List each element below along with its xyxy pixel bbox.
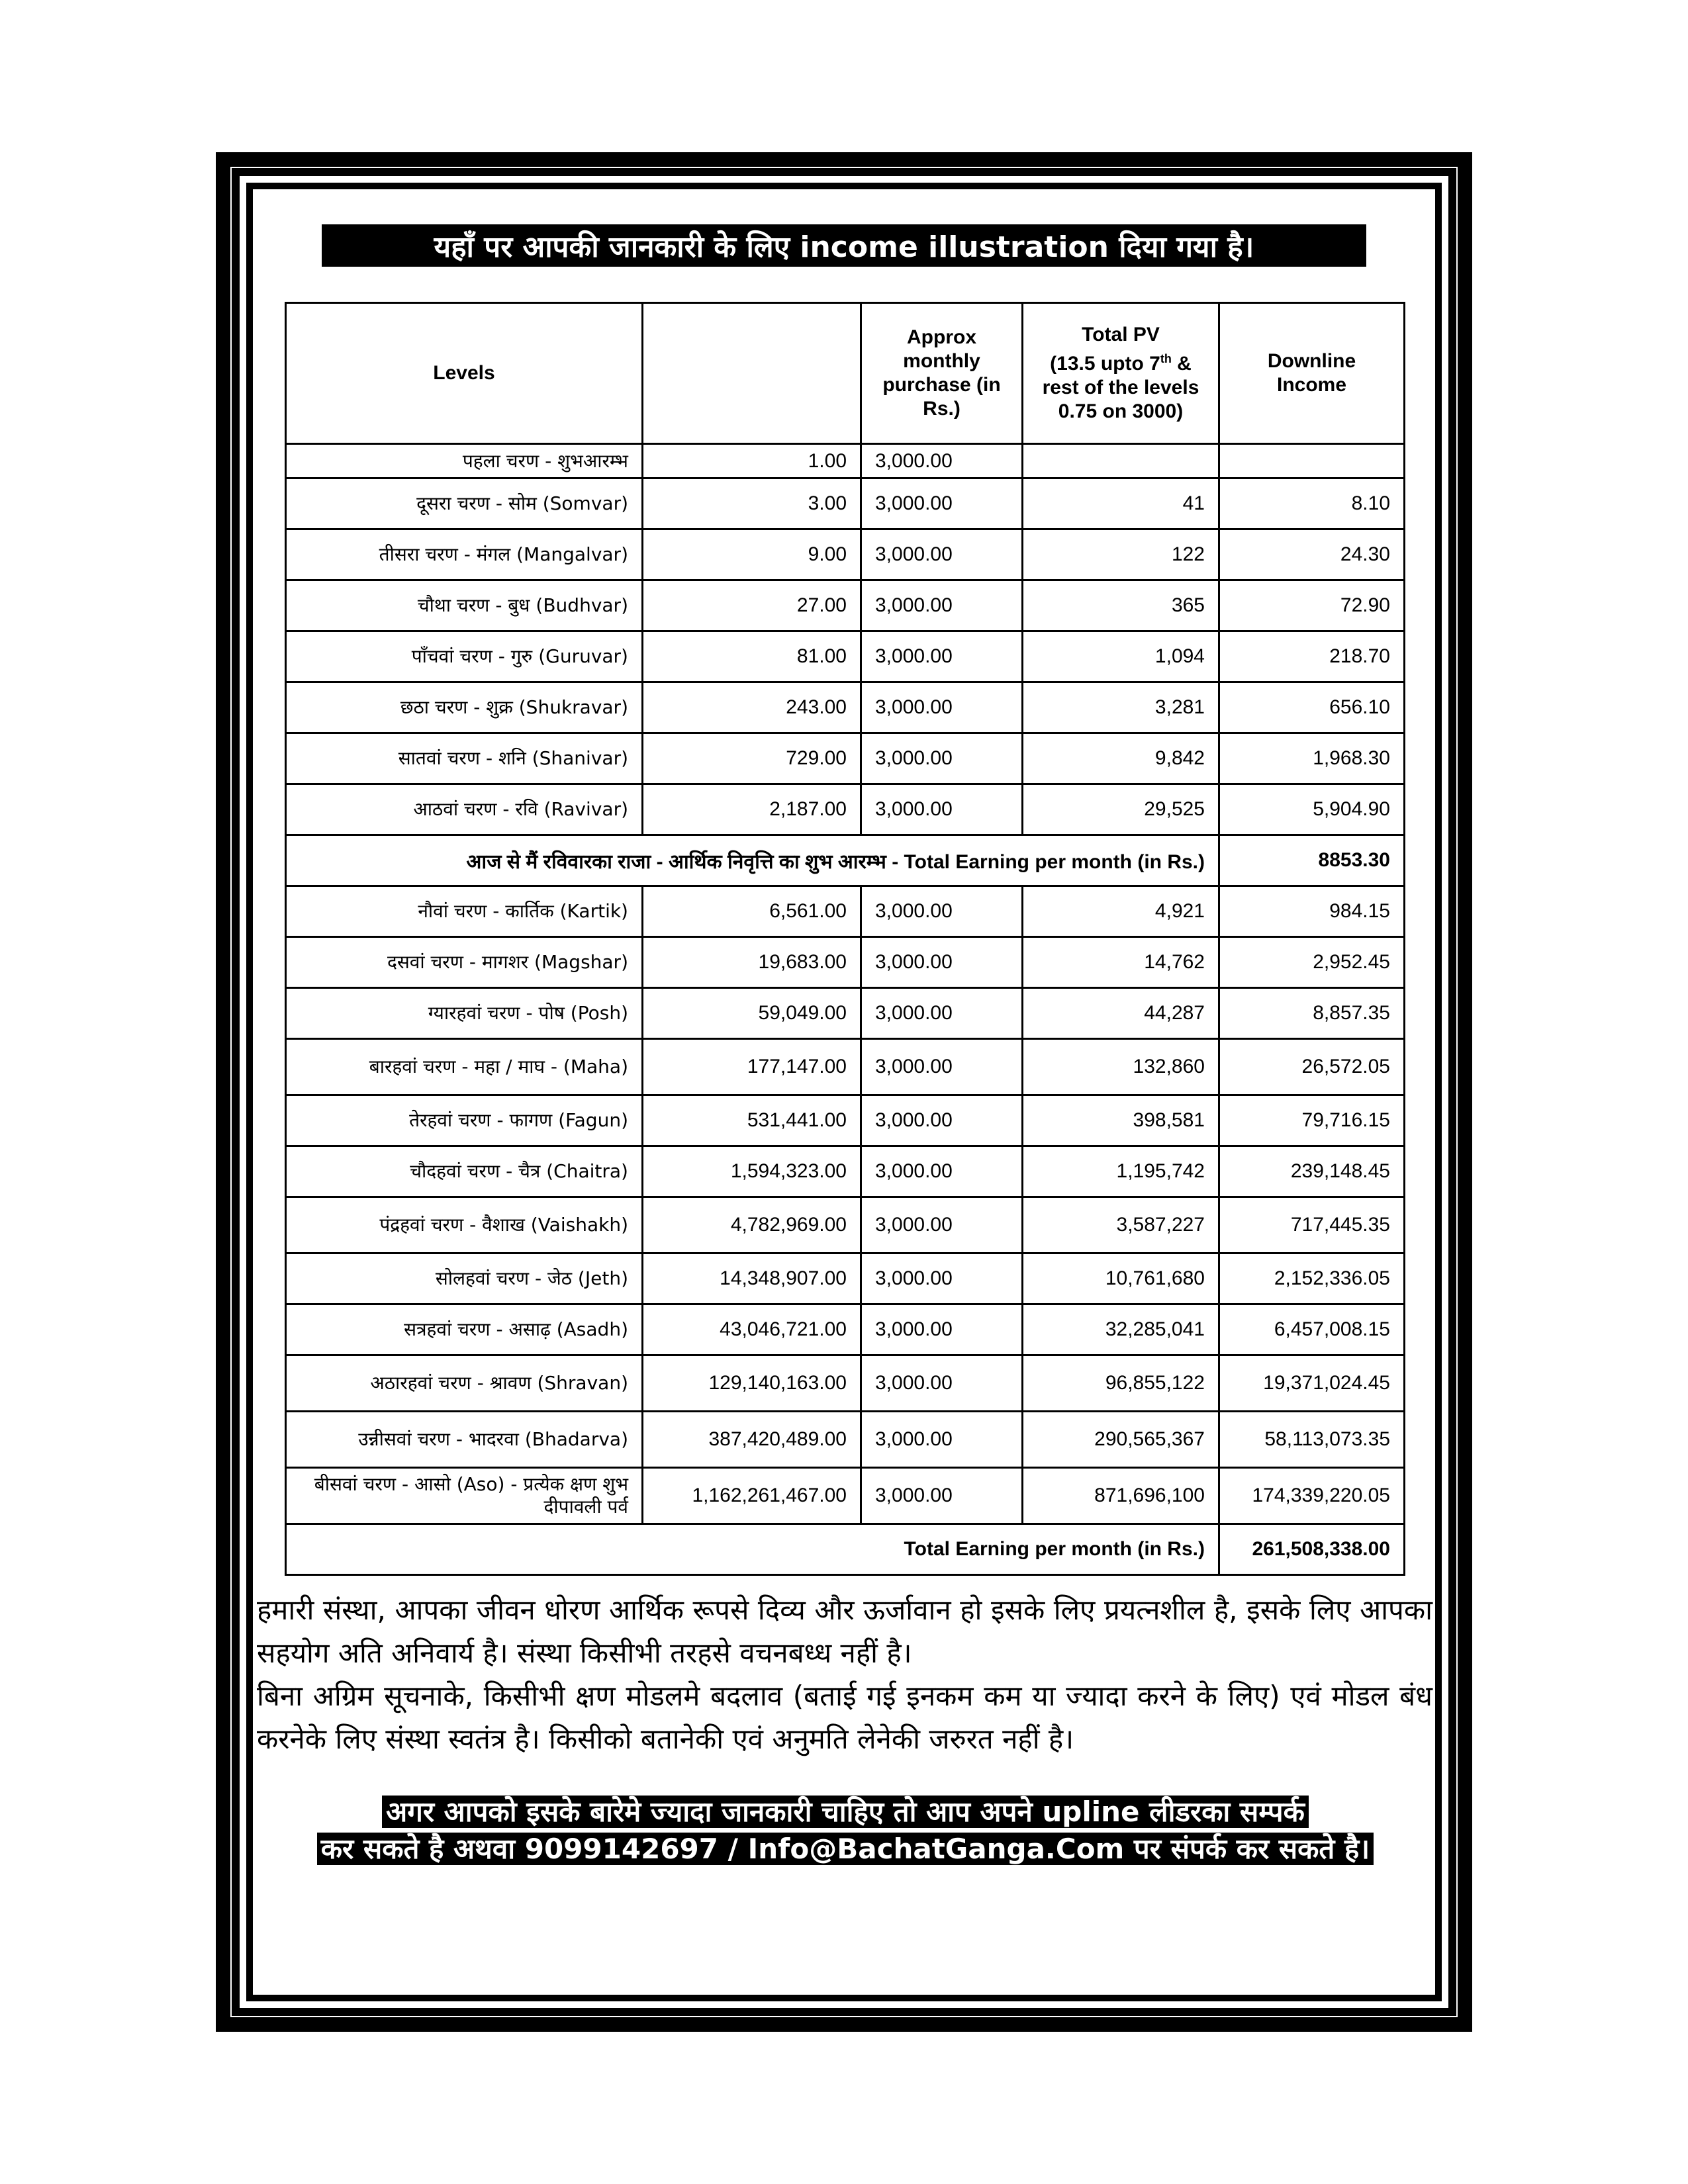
pv-cell: 122: [1023, 529, 1219, 580]
level-cell: तेरहवां चरण - फागण (Fagun): [286, 1095, 643, 1146]
level-cell: बारहवां चरण - महा / माघ - (Maha): [286, 1039, 643, 1095]
pv-cell: 96,855,122: [1023, 1355, 1219, 1412]
level-cell: दसवां चरण - मागशर (Magshar): [286, 937, 643, 988]
table-row: [286, 1146, 1405, 1197]
income-cell: 174,339,220.05: [1219, 1468, 1405, 1524]
summary-label: आज से मैं रविवारका राजा - आर्थिक निवृत्ति का शुभ आरम्भ - Total Earning per month (in Rs.): [286, 835, 1219, 886]
table-summary: [286, 835, 1405, 886]
level-cell: सत्रहवां चरण - असाढ़ (Asadh): [286, 1304, 643, 1355]
count-cell: 81.00: [643, 631, 861, 682]
income-cell: 79,716.15: [1219, 1095, 1405, 1146]
count-cell: 43,046,721.00: [643, 1304, 861, 1355]
income-cell: 19,371,024.45: [1219, 1355, 1405, 1412]
level-cell: चौथा चरण - बुध (Budhvar): [286, 580, 643, 631]
table-row: [286, 1468, 1405, 1524]
header-blank: [643, 303, 861, 444]
count-cell: 3.00: [643, 478, 861, 529]
table-header-row: [286, 303, 1405, 444]
level-cell: आठवां चरण - रवि (Ravivar): [286, 784, 643, 835]
count-cell: 9.00: [643, 529, 861, 580]
count-cell: 1,594,323.00: [643, 1146, 861, 1197]
count-cell: 4,782,969.00: [643, 1197, 861, 1253]
pv-cell: 10,761,680: [1023, 1253, 1219, 1304]
level-cell: पाँचवां चरण - गुरु (Guruvar): [286, 631, 643, 682]
income-cell: 58,113,073.35: [1219, 1412, 1405, 1468]
purchase-cell: 3,000.00: [861, 631, 1023, 682]
pv-cell: 32,285,041: [1023, 1304, 1219, 1355]
income-cell: 5,904.90: [1219, 784, 1405, 835]
table-row: [286, 988, 1405, 1039]
purchase-cell: 3,000.00: [861, 1095, 1023, 1146]
pv-cell: 44,287: [1023, 988, 1219, 1039]
summary-value: 8853.30: [1219, 835, 1405, 886]
count-cell: 1,162,261,467.00: [643, 1468, 861, 1524]
pv-cell: 132,860: [1023, 1039, 1219, 1095]
pv-cell: 41: [1023, 478, 1219, 529]
purchase-cell: 3,000.00: [861, 1039, 1023, 1095]
purchase-cell: 3,000.00: [861, 1253, 1023, 1304]
purchase-cell: 3,000.00: [861, 1197, 1023, 1253]
header-total-pv: Total PV (13.5 upto 7th & rest of the levels 0.75 on 3000): [1023, 303, 1219, 444]
header-downline-income: Downline Income: [1219, 303, 1405, 444]
disclaimer-line-2: बिना अग्रिम सूचनाके, किसीभी क्षण मोडलमे बदलाव (बताई गई इनकम कम या ज्यादा करने के लिए) एवं मोडल बंध करनेके लिए संस्था स्वतंत्र है। किसीको बतानेकी एवं अनुमति लेनेकी जरुरत नहीं है।: [257, 1680, 1432, 1755]
level-cell: पहला चरण - शुभआरम्भ: [286, 444, 643, 478]
level-cell: पंद्रहवां चरण - वैशाख (Vaishakh): [286, 1197, 643, 1253]
total-row: [286, 1524, 1405, 1575]
table-row: [286, 1412, 1405, 1468]
pv-cell: 9,842: [1023, 733, 1219, 784]
table-row: [286, 580, 1405, 631]
table-row: [286, 1039, 1405, 1095]
pv-cell: [1023, 444, 1219, 478]
level-cell: छठा चरण - शुक्र (Shukravar): [286, 682, 643, 733]
purchase-cell: 3,000.00: [861, 988, 1023, 1039]
level-cell: ग्यारहवां चरण - पोष (Posh): [286, 988, 643, 1039]
purchase-cell: 3,000.00: [861, 1355, 1023, 1412]
income-cell: 656.10: [1219, 682, 1405, 733]
count-cell: 59,049.00: [643, 988, 861, 1039]
purchase-cell: 3,000.00: [861, 784, 1023, 835]
purchase-cell: 3,000.00: [861, 529, 1023, 580]
count-cell: 19,683.00: [643, 937, 861, 988]
level-cell: दूसरा चरण - सोम (Somvar): [286, 478, 643, 529]
income-table: [285, 302, 1405, 1576]
income-cell: 218.70: [1219, 631, 1405, 682]
disclaimer-line-1: हमारी संस्था, आपका जीवन धोरण आर्थिक रूपसे दिव्य और ऊर्जावान हो इसके लिए प्रयत्नशील है, इसके लिए आपका सहयोग अति अनिवार्य है। संस्था किसीभी तरहसे वचनबध्ध नहीं है।: [257, 1594, 1432, 1669]
table-row: [286, 1095, 1405, 1146]
income-cell: 1,968.30: [1219, 733, 1405, 784]
income-cell: 6,457,008.15: [1219, 1304, 1405, 1355]
contact-line-1: अगर आपको इसके बारेमे ज्यादा जानकारी चाहिए तो आप अपने upline लीडरका सम्पर्क: [382, 1796, 1309, 1828]
table-row: [286, 1355, 1405, 1412]
header-levels: Levels: [286, 303, 643, 444]
pv-cell: 3,281: [1023, 682, 1219, 733]
income-cell: 26,572.05: [1219, 1039, 1405, 1095]
pv-cell: 29,525: [1023, 784, 1219, 835]
income-cell: 717,445.35: [1219, 1197, 1405, 1253]
purchase-cell: 3,000.00: [861, 1468, 1023, 1524]
table-row: [286, 784, 1405, 835]
header-purchase: Approx monthly purchase (in Rs.): [861, 303, 1023, 444]
pv-cell: 1,195,742: [1023, 1146, 1219, 1197]
page-title: यहाँ पर आपकी जानकारी के लिए income illustration दिया गया है।: [322, 224, 1366, 267]
pv-cell: 365: [1023, 580, 1219, 631]
count-cell: 531,441.00: [643, 1095, 861, 1146]
count-cell: 6,561.00: [643, 886, 861, 937]
count-cell: 14,348,907.00: [643, 1253, 861, 1304]
table-row: [286, 1197, 1405, 1253]
purchase-cell: 3,000.00: [861, 937, 1023, 988]
table-row: [286, 733, 1405, 784]
purchase-cell: 3,000.00: [861, 1412, 1023, 1468]
level-cell: चौदहवां चरण - चैत्र (Chaitra): [286, 1146, 643, 1197]
table-row: [286, 682, 1405, 733]
count-cell: 729.00: [643, 733, 861, 784]
table-row: [286, 529, 1405, 580]
table-row: [286, 886, 1405, 937]
count-cell: 177,147.00: [643, 1039, 861, 1095]
table-body-top: [286, 444, 1405, 835]
total-value: 261,508,338.00: [1219, 1524, 1405, 1575]
purchase-cell: 3,000.00: [861, 1146, 1023, 1197]
purchase-cell: 3,000.00: [861, 733, 1023, 784]
income-cell: [1219, 444, 1405, 478]
income-cell: 239,148.45: [1219, 1146, 1405, 1197]
level-cell: नौवां चरण - कार्तिक (Kartik): [286, 886, 643, 937]
count-cell: 1.00: [643, 444, 861, 478]
purchase-cell: 3,000.00: [861, 682, 1023, 733]
table-row: [286, 444, 1405, 478]
income-cell: 8.10: [1219, 478, 1405, 529]
purchase-cell: 3,000.00: [861, 886, 1023, 937]
table-body-bottom: [286, 886, 1405, 1524]
level-cell: उन्नीसवां चरण - भादरवा (Bhadarva): [286, 1412, 643, 1468]
count-cell: 129,140,163.00: [643, 1355, 861, 1412]
table-row: [286, 937, 1405, 988]
pv-cell: 871,696,100: [1023, 1468, 1219, 1524]
total-label: Total Earning per month (in Rs.): [286, 1524, 1219, 1575]
purchase-cell: 3,000.00: [861, 580, 1023, 631]
count-cell: 387,420,489.00: [643, 1412, 861, 1468]
table-row: [286, 1253, 1405, 1304]
pv-cell: 3,587,227: [1023, 1197, 1219, 1253]
income-cell: 984.15: [1219, 886, 1405, 937]
pv-cell: 4,921: [1023, 886, 1219, 937]
income-cell: 24.30: [1219, 529, 1405, 580]
pv-cell: 290,565,367: [1023, 1412, 1219, 1468]
level-cell: सातवां चरण - शनि (Shanivar): [286, 733, 643, 784]
pv-cell: 14,762: [1023, 937, 1219, 988]
level-cell: अठारहवां चरण - श्रावण (Shravan): [286, 1355, 643, 1412]
level-cell: बीसवां चरण - आसो (Aso) - प्रत्येक क्षण शुभ दीपावली पर्व: [286, 1468, 643, 1524]
table-total: [286, 1524, 1405, 1575]
summary-row: [286, 835, 1405, 886]
purchase-cell: 3,000.00: [861, 478, 1023, 529]
count-cell: 2,187.00: [643, 784, 861, 835]
pv-cell: 1,094: [1023, 631, 1219, 682]
count-cell: 27.00: [643, 580, 861, 631]
income-cell: 8,857.35: [1219, 988, 1405, 1039]
level-cell: तीसरा चरण - मंगल (Mangalvar): [286, 529, 643, 580]
income-cell: 72.90: [1219, 580, 1405, 631]
contact-line-2: कर सकते है अथवा 9099142697 / Info@BachatGanga.Com पर संपर्क कर सकते है।: [317, 1833, 1374, 1865]
income-cell: 2,952.45: [1219, 937, 1405, 988]
table-row: [286, 1304, 1405, 1355]
table-row: [286, 631, 1405, 682]
purchase-cell: 3,000.00: [861, 444, 1023, 478]
contact-box: [273, 1794, 1418, 1868]
pv-cell: 398,581: [1023, 1095, 1219, 1146]
table-row: [286, 478, 1405, 529]
purchase-cell: 3,000.00: [861, 1304, 1023, 1355]
level-cell: सोलहवां चरण - जेठ (Jeth): [286, 1253, 643, 1304]
count-cell: 243.00: [643, 682, 861, 733]
income-cell: 2,152,336.05: [1219, 1253, 1405, 1304]
disclaimer-paragraph: [257, 1588, 1432, 1760]
